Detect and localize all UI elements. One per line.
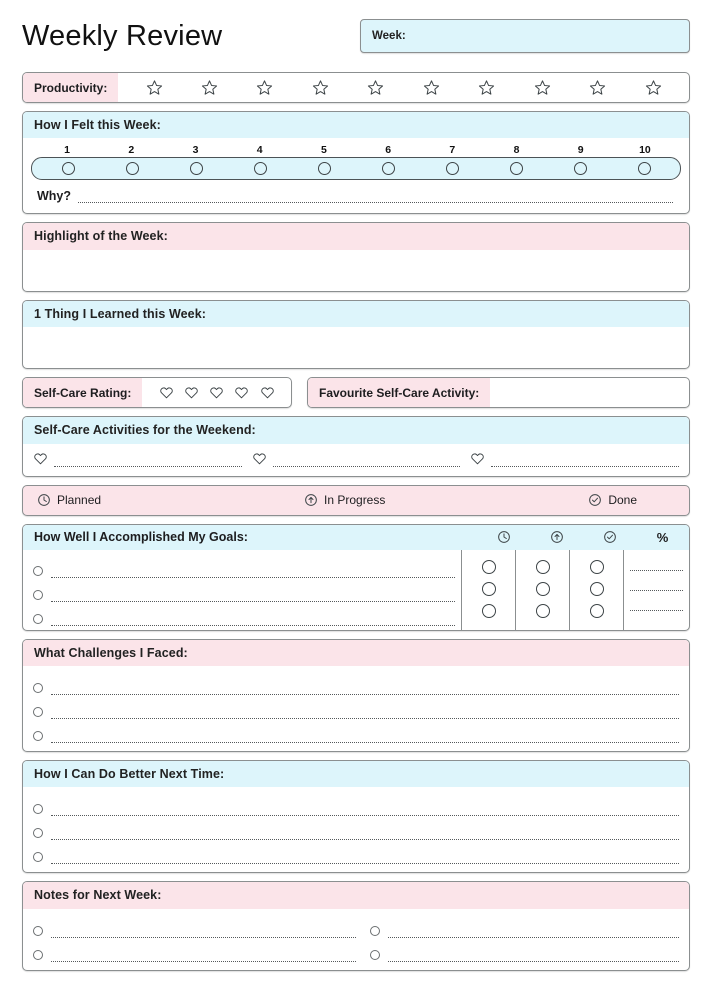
page-title: Weekly Review [22, 19, 223, 52]
planned-checkbox[interactable] [482, 582, 496, 596]
mood-scale-numbers [31, 144, 681, 156]
star-icon[interactable] [201, 79, 218, 96]
mood-scale-slot[interactable] [292, 162, 356, 175]
scale-number: 5 [320, 144, 327, 157]
mood-scale-slot[interactable] [484, 162, 548, 175]
week-field[interactable] [360, 19, 690, 53]
bullet-icon [33, 590, 43, 600]
scale-number: 6 [385, 144, 392, 157]
productivity-stars[interactable] [118, 73, 689, 102]
star-icon[interactable] [367, 79, 384, 96]
bullet-icon [33, 566, 43, 576]
heart-icon[interactable] [209, 385, 224, 400]
goals-col-planned [477, 530, 530, 544]
goals-done-cells [570, 550, 624, 630]
circle-icon[interactable] [638, 162, 651, 175]
goals-row[interactable] [23, 578, 461, 602]
scale-number: 3 [192, 144, 199, 157]
list-item[interactable] [33, 719, 679, 743]
scale-number: 10 [639, 144, 651, 157]
circle-icon[interactable] [62, 162, 75, 175]
heart-icon[interactable] [234, 385, 249, 400]
goal-text-input[interactable] [51, 591, 455, 602]
star-icon[interactable] [146, 79, 163, 96]
list-item[interactable] [33, 840, 679, 864]
goals-status-cells [461, 550, 689, 630]
planned-checkbox[interactable] [482, 604, 496, 618]
circle-icon[interactable] [510, 162, 523, 175]
bullet-icon [33, 852, 43, 862]
heart-icon [33, 451, 48, 466]
mood-body [23, 138, 689, 213]
heart-icon[interactable] [184, 385, 199, 400]
star-icon[interactable] [589, 79, 606, 96]
do-better-header: How I Can Do Better Next Time: [23, 761, 689, 787]
challenge-input[interactable] [51, 732, 679, 743]
goals-percent-cells [624, 550, 689, 630]
selfcare-hearts[interactable] [142, 378, 291, 407]
done-checkbox[interactable] [590, 560, 604, 574]
challenge-input[interactable] [51, 684, 679, 695]
done-checkbox[interactable] [590, 582, 604, 596]
star-icon[interactable] [256, 79, 273, 96]
notes-section [22, 881, 690, 970]
do-better-input[interactable] [51, 805, 679, 816]
bullet-icon [33, 950, 43, 960]
scale-number: 8 [513, 144, 520, 157]
why-row [31, 180, 681, 209]
circle-icon[interactable] [190, 162, 203, 175]
selfcare-rating [22, 377, 292, 408]
selfcare-row [22, 377, 690, 408]
circle-icon[interactable] [574, 162, 587, 175]
goals-header: How Well I Accomplished My Goals: [34, 530, 248, 544]
list-item[interactable] [33, 695, 679, 719]
goal-text-input[interactable] [51, 615, 455, 626]
week-label: Week: [372, 30, 406, 42]
mood-scale-slot[interactable] [612, 162, 676, 175]
selfcare-rating-label: Self-Care Rating: [23, 378, 142, 407]
legend-item-planned [23, 493, 101, 507]
check-circle-icon [588, 493, 602, 507]
heart-icon[interactable] [260, 385, 275, 400]
do-better-input[interactable] [51, 853, 679, 864]
star-icon[interactable] [645, 79, 662, 96]
goals-header-row [23, 525, 689, 550]
note-input[interactable] [388, 927, 679, 938]
challenge-input[interactable] [51, 708, 679, 719]
goals-col-done [583, 530, 636, 544]
legend-label: Done [608, 493, 637, 507]
weekend-header: Self-Care Activities for the Weekend: [23, 417, 689, 443]
challenges-section [22, 639, 690, 752]
heart-icon [252, 451, 267, 466]
arrow-up-circle-icon [550, 530, 564, 544]
goals-planned-cells [462, 550, 516, 630]
weekend-item-input[interactable] [491, 456, 679, 467]
why-label: Why? [37, 189, 72, 204]
page-header [22, 0, 690, 64]
learned-header: 1 Thing I Learned this Week: [23, 301, 689, 327]
productivity-label: Productivity: [23, 73, 118, 102]
heart-icon [470, 451, 485, 466]
why-input[interactable] [78, 192, 673, 203]
goals-col-percent: % [656, 529, 669, 545]
notes-rows [23, 909, 689, 970]
goals-row[interactable] [23, 602, 461, 626]
weekend-item-input[interactable] [273, 456, 461, 467]
in-progress-checkbox[interactable] [536, 582, 550, 596]
goals-text-column [23, 550, 461, 630]
goals-in-progress-cells [516, 550, 570, 630]
check-circle-icon [603, 530, 617, 544]
learned-input[interactable] [23, 327, 689, 368]
bullet-icon [33, 731, 43, 741]
circle-icon[interactable] [446, 162, 459, 175]
goals-body [23, 550, 689, 630]
scale-number: 4 [256, 144, 263, 157]
mood-scale-track [31, 157, 681, 180]
percent-input[interactable] [630, 569, 683, 571]
list-item[interactable] [33, 792, 679, 816]
percent-input[interactable] [630, 589, 683, 591]
bullet-icon [33, 804, 43, 814]
list-item[interactable] [33, 816, 679, 840]
star-icon[interactable] [478, 79, 495, 96]
bullet-icon [33, 614, 43, 624]
productivity-row [22, 72, 690, 103]
planned-checkbox[interactable] [482, 560, 496, 574]
done-checkbox[interactable] [590, 604, 604, 618]
bullet-icon [33, 926, 43, 936]
notes-header: Notes for Next Week: [23, 882, 689, 908]
mood-section [22, 111, 690, 214]
goals-row[interactable] [23, 554, 461, 578]
challenges-rows [23, 666, 689, 751]
favourite-activity-field [307, 377, 690, 408]
weekend-activities-section [22, 416, 690, 476]
bullet-icon [370, 950, 380, 960]
scale-number: 1 [64, 144, 71, 157]
mood-header: How I Felt this Week: [23, 112, 689, 138]
note-input[interactable] [51, 927, 356, 938]
goals-table [22, 524, 690, 631]
mood-scale-slot[interactable] [420, 162, 484, 175]
circle-icon[interactable] [318, 162, 331, 175]
mood-scale-slot[interactable] [548, 162, 612, 175]
mood-scale-slot[interactable] [36, 162, 100, 175]
list-item[interactable] [33, 671, 679, 695]
status-legend [22, 485, 690, 516]
note-input[interactable] [388, 951, 679, 962]
star-icon[interactable] [423, 79, 440, 96]
challenges-header: What Challenges I Faced: [23, 640, 689, 666]
weekend-body [23, 444, 689, 476]
weekend-item[interactable] [252, 451, 461, 467]
circle-icon[interactable] [126, 162, 139, 175]
star-icon[interactable] [312, 79, 329, 96]
learned-section [22, 300, 690, 369]
circle-icon[interactable] [382, 162, 395, 175]
list-item[interactable] [356, 938, 679, 962]
mood-scale-slot[interactable] [228, 162, 292, 175]
list-item[interactable] [33, 914, 356, 938]
weekend-item[interactable] [470, 451, 679, 467]
scale-number: 2 [128, 144, 135, 157]
clock-icon [497, 530, 511, 544]
do-better-input[interactable] [51, 829, 679, 840]
in-progress-checkbox[interactable] [536, 604, 550, 618]
bullet-icon [33, 707, 43, 717]
highlight-section [22, 222, 690, 291]
mood-scale-slot[interactable] [356, 162, 420, 175]
mood-scale-slot[interactable] [100, 162, 164, 175]
highlight-header: Highlight of the Week: [23, 223, 689, 249]
arrow-up-circle-icon [304, 493, 318, 507]
do-better-rows [23, 787, 689, 872]
percent-input[interactable] [630, 609, 683, 611]
favourite-activity-label: Favourite Self-Care Activity: [308, 378, 490, 407]
circle-icon[interactable] [254, 162, 267, 175]
legend-item-in-progress [304, 493, 385, 507]
scale-number: 7 [449, 144, 456, 157]
weekend-item[interactable] [33, 451, 242, 467]
list-item[interactable] [33, 938, 356, 962]
favourite-activity-input[interactable] [490, 378, 689, 407]
clock-icon [37, 493, 51, 507]
do-better-section [22, 760, 690, 873]
bullet-icon [370, 926, 380, 936]
heart-icon[interactable] [159, 385, 174, 400]
bullet-icon [33, 828, 43, 838]
weekend-item-input[interactable] [54, 456, 242, 467]
goal-text-input[interactable] [51, 567, 455, 578]
star-icon[interactable] [534, 79, 551, 96]
note-input[interactable] [51, 951, 356, 962]
list-item[interactable] [356, 914, 679, 938]
scale-number: 9 [577, 144, 584, 157]
mood-scale-slot[interactable] [164, 162, 228, 175]
highlight-input[interactable] [23, 250, 689, 291]
legend-label: Planned [57, 493, 102, 507]
legend-item-done [588, 493, 689, 507]
legend-label: In Progress [324, 493, 386, 507]
bullet-icon [33, 683, 43, 693]
in-progress-checkbox[interactable] [536, 560, 550, 574]
goals-col-in-progress [530, 530, 583, 544]
